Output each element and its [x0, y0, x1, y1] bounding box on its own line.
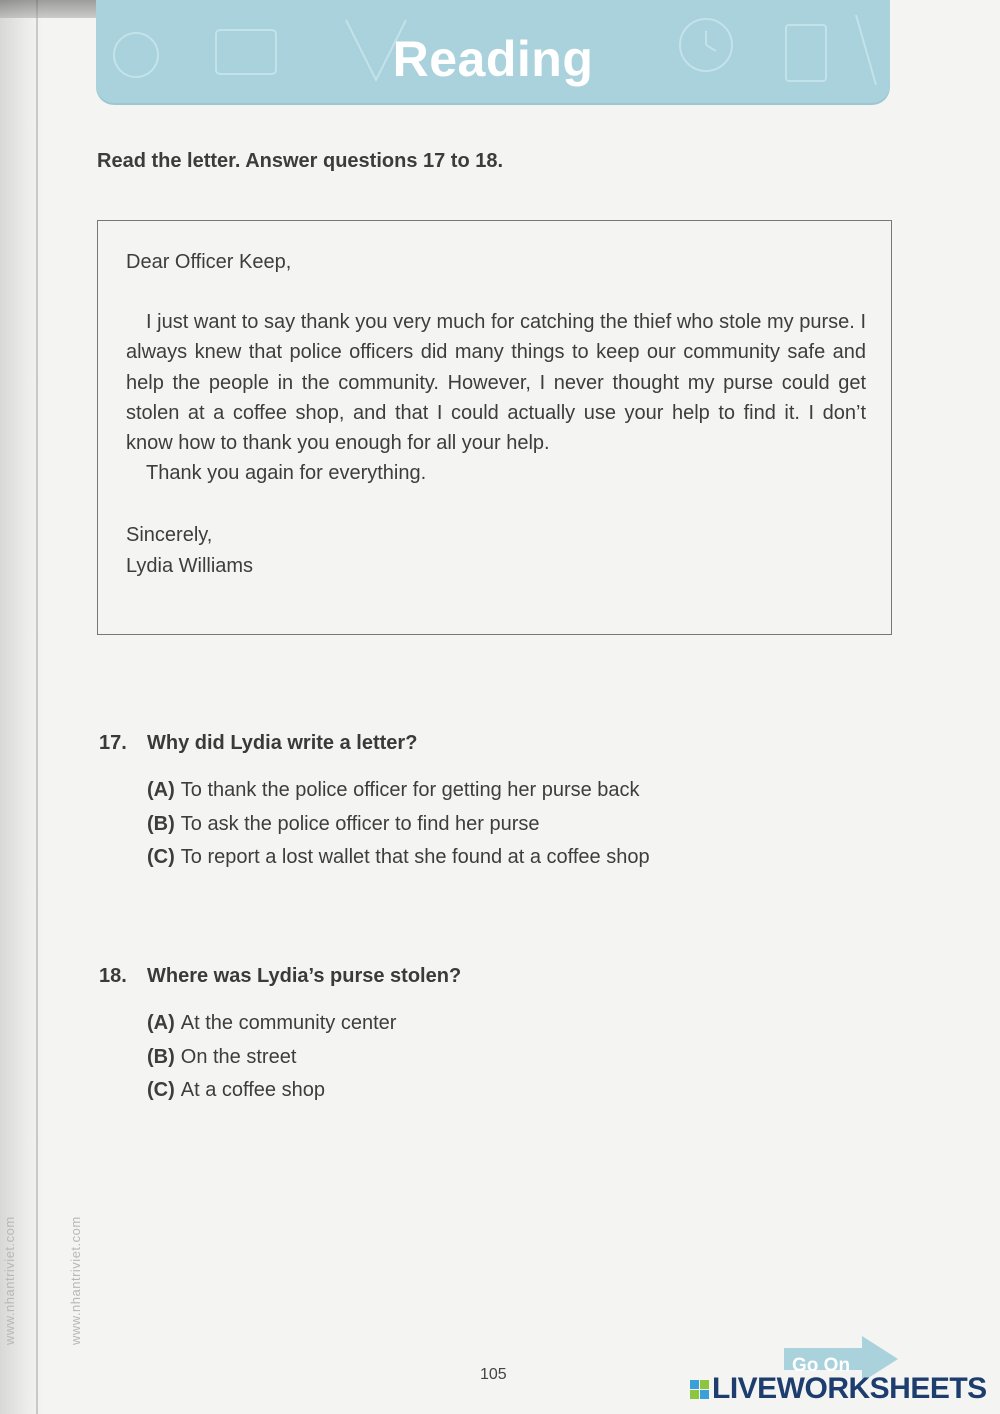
letter-signature: Lydia Williams — [126, 554, 254, 577]
option-letter: (C) — [147, 846, 175, 868]
section-title: Reading — [392, 31, 594, 87]
question-number: 17. — [99, 732, 127, 754]
option-letter: (B) — [147, 812, 175, 835]
letter-signoff: Sincerely, — [126, 524, 213, 547]
option-letter: (B) — [147, 1045, 175, 1068]
answer-option[interactable] — [147, 841, 650, 875]
question-number: 18. — [99, 965, 127, 987]
instructions: Read the letter. Answer questions 17 to 18. — [97, 150, 504, 172]
page-number: 105 — [480, 1366, 507, 1383]
go-on-label: Go On — [792, 1355, 851, 1376]
letter-closing-line: Thank you again for everything. — [146, 462, 427, 485]
letter-body: I just want to say thank you very much for catching the thief who stole my purse. I always knew that police officers did many things to keep our community safe and help the people in the community. However, I never thought my purse could get stolen at a coffee shop, and that I could actually use your help to find it. I don’t know how to thank you enough for all your help. — [126, 311, 866, 455]
option-text: To ask the police officer to find her purse — [180, 812, 540, 835]
question-17 — [99, 732, 417, 755]
liveworksheets-grid-icon — [690, 1380, 709, 1399]
section-banner — [96, 0, 890, 103]
option-text: At the community center — [180, 1012, 397, 1034]
liveworksheets-brand: LIVEWORKSHEETS — [712, 1372, 987, 1405]
answer-option[interactable] — [147, 808, 650, 842]
question-18-options — [147, 1007, 396, 1108]
option-letter: (C) — [147, 1079, 175, 1101]
question-text: Why did Lydia write a letter? — [147, 732, 418, 754]
liveworksheets-logo — [690, 1372, 987, 1406]
answer-option[interactable] — [147, 1007, 396, 1041]
question-18 — [99, 965, 461, 988]
question-17-options — [147, 774, 650, 875]
answer-option[interactable] — [147, 1041, 396, 1075]
option-letter: (A) — [147, 1012, 175, 1034]
answer-option[interactable] — [147, 1074, 396, 1108]
option-text: On the street — [180, 1045, 297, 1068]
option-text: At a coffee shop — [180, 1079, 325, 1101]
option-text: To report a lost wallet that she found at a coffee shop — [180, 846, 650, 868]
answer-option[interactable] — [147, 774, 650, 808]
letter-greeting: Dear Officer Keep, — [126, 251, 292, 273]
watermark-text: www.nhantriviet.com — [2, 1216, 17, 1345]
option-letter: (A) — [147, 779, 175, 801]
letter-box — [97, 220, 892, 635]
watermark-text: www.nhantriviet.com — [68, 1216, 83, 1345]
letter — [126, 247, 866, 581]
option-text: To thank the police officer for getting her purse back — [180, 779, 640, 801]
question-text: Where was Lydia’s purse stolen? — [147, 965, 462, 987]
spine-fold-line — [36, 0, 38, 1414]
